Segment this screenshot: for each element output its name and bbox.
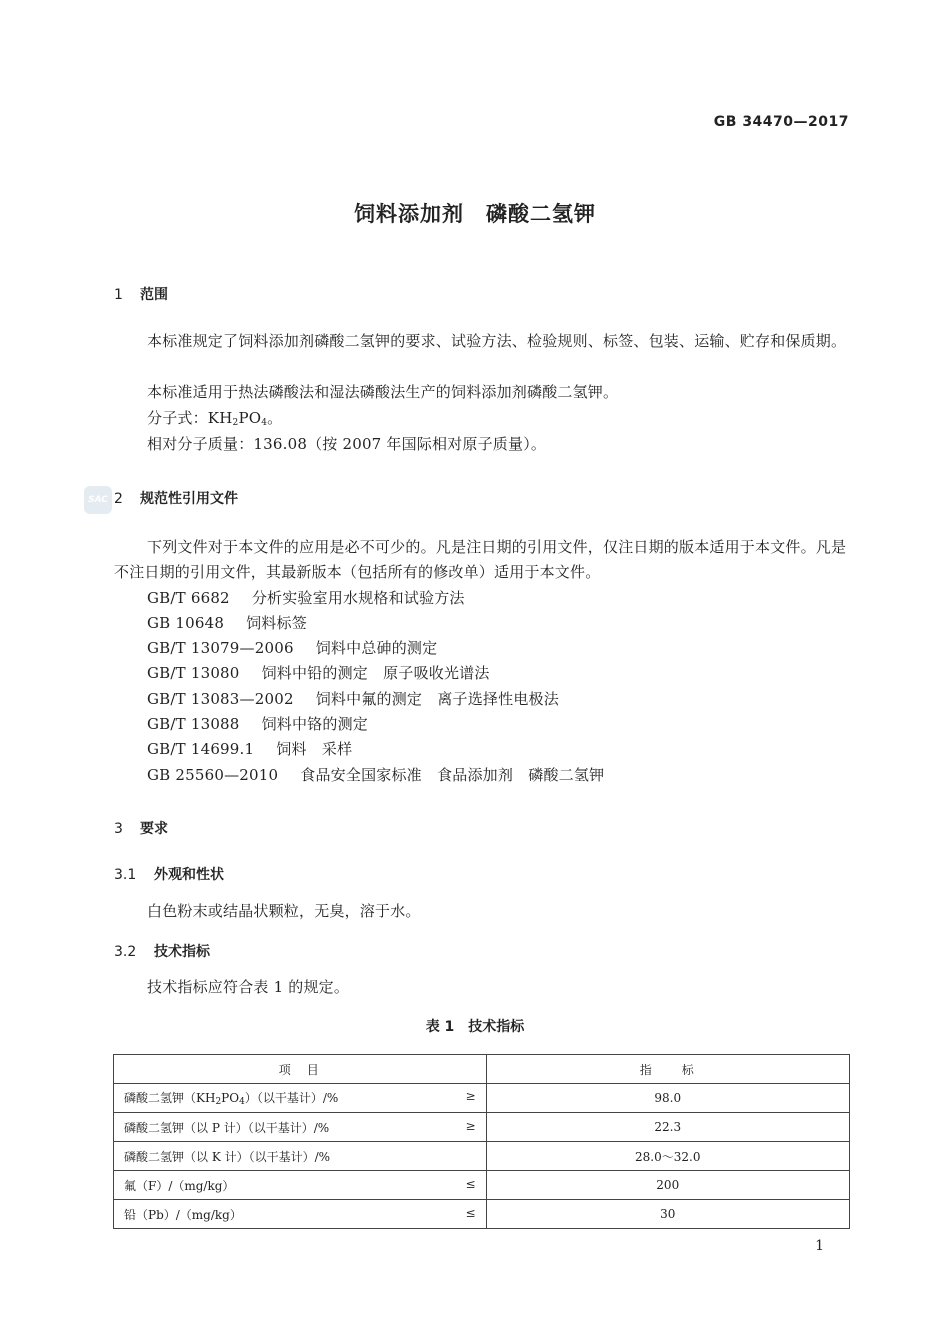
item-cell bbox=[114, 1171, 487, 1200]
reference-title: 饲料 采样 bbox=[276, 740, 353, 758]
reference-title: 饲料中氟的测定 离子选择性电极法 bbox=[315, 690, 559, 708]
sac-watermark-logo: SAC bbox=[84, 486, 112, 514]
item-subscript: 2 bbox=[215, 1097, 222, 1107]
section-1-heading bbox=[114, 284, 168, 304]
item-cell bbox=[114, 1200, 487, 1229]
reference-item bbox=[147, 687, 559, 712]
section-number: 2 bbox=[114, 491, 123, 507]
item-label: 磷酸二氢钾（以 P 计）（以干基计）/% bbox=[124, 1120, 330, 1135]
item-label: 铅（Pb）/（mg/kg） bbox=[124, 1207, 242, 1222]
reference-item bbox=[147, 763, 604, 788]
value-cell: 30 bbox=[486, 1200, 849, 1229]
item-label: 磷酸二氢钾（以 K 计）（以干基计）/% bbox=[124, 1149, 331, 1164]
standard-code: GB 34470—2017 bbox=[713, 114, 849, 130]
formula-prefix: 分子式：KH bbox=[147, 409, 233, 427]
column-header-item: 项 目 bbox=[114, 1055, 487, 1084]
section-title: 范围 bbox=[140, 287, 168, 303]
section-number: 3 bbox=[114, 821, 123, 837]
reference-item bbox=[147, 636, 437, 661]
references-intro: 下列文件对于本文件的应用是必不可少的。凡是注日期的引用文件，仅注日期的版本适用于本文件。凡是不注日期的引用文件，其最新版本（包括所有的修改单）适用于本文件。 bbox=[114, 538, 847, 581]
item-label: 磷酸二氢钾（KH bbox=[124, 1091, 216, 1105]
reference-item bbox=[147, 712, 368, 737]
subsection-3-2-heading bbox=[114, 941, 210, 961]
comparison-operator: ≥ bbox=[465, 1118, 476, 1133]
item-label: 氟（F）/（mg/kg） bbox=[124, 1178, 235, 1193]
value-cell: 200 bbox=[486, 1171, 849, 1200]
document-title: 饲料添加剂 磷酸二氢钾 bbox=[354, 202, 596, 226]
section-title: 要求 bbox=[140, 821, 168, 837]
reference-code: GB/T 13079—2006 bbox=[147, 639, 294, 657]
reference-code: GB/T 13083—2002 bbox=[147, 690, 294, 708]
item-cell bbox=[114, 1113, 487, 1142]
reference-title: 分析实验室用水规格和试验方法 bbox=[251, 589, 465, 607]
subsection-title: 外观和性状 bbox=[154, 867, 224, 883]
reference-code: GB/T 13088 bbox=[147, 715, 240, 733]
subsection-number: 3.1 bbox=[114, 867, 137, 883]
reference-code: GB 25560—2010 bbox=[147, 766, 279, 784]
subsection-number: 3.2 bbox=[114, 944, 137, 960]
reference-item bbox=[147, 586, 465, 611]
formula-subscript: 2 bbox=[232, 418, 239, 428]
section-title: 规范性引用文件 bbox=[140, 491, 238, 507]
subsection-title: 技术指标 bbox=[154, 944, 210, 960]
table-row bbox=[114, 1171, 850, 1200]
formula-suffix: 。 bbox=[267, 409, 283, 427]
value-cell: 28.0～32.0 bbox=[486, 1142, 849, 1171]
technical-indicators-table bbox=[113, 1054, 850, 1229]
section-number: 1 bbox=[114, 287, 123, 303]
subsection-3-1-heading bbox=[114, 864, 224, 884]
reference-code: GB/T 13080 bbox=[147, 664, 240, 682]
table-row bbox=[114, 1113, 850, 1142]
reference-item bbox=[147, 611, 307, 636]
comparison-operator: ≥ bbox=[465, 1089, 476, 1103]
item-cell bbox=[114, 1142, 487, 1171]
reference-title: 饲料标签 bbox=[246, 614, 307, 632]
section-2-heading bbox=[114, 488, 238, 508]
reference-title: 食品安全国家标准 食品添加剂 磷酸二氢钾 bbox=[300, 766, 605, 784]
column-header-value: 指 标 bbox=[486, 1055, 849, 1084]
technical-indicators-text: 技术指标应符合表 1 的规定。 bbox=[147, 978, 350, 996]
reference-title: 饲料中总砷的测定 bbox=[315, 639, 438, 657]
value-cell: 98.0 bbox=[486, 1084, 849, 1113]
table-row bbox=[114, 1084, 850, 1113]
table-caption: 表 1 技术指标 bbox=[425, 1019, 525, 1035]
comparison-operator: ≤ bbox=[465, 1176, 476, 1191]
formula-mid: PO bbox=[238, 409, 262, 427]
table-row bbox=[114, 1142, 850, 1171]
scope-paragraph-2: 本标准适用于热法磷酸法和湿法磷酸法生产的饲料添加剂磷酸二氢钾。 bbox=[147, 383, 619, 401]
reference-item bbox=[147, 661, 490, 686]
item-label: ）（以干基计）/% bbox=[244, 1091, 339, 1105]
section-3-heading bbox=[114, 818, 168, 838]
item-label: PO bbox=[221, 1091, 240, 1105]
item-cell bbox=[114, 1084, 487, 1113]
appearance-text: 白色粉末或结晶状颗粒，无臭，溶于水。 bbox=[147, 902, 421, 920]
page-number: 1 bbox=[815, 1238, 824, 1254]
reference-code: GB 10648 bbox=[147, 614, 225, 632]
reference-code: GB/T 6682 bbox=[147, 589, 230, 607]
item-subscript: 4 bbox=[239, 1097, 245, 1107]
reference-title: 饲料中铬的测定 bbox=[261, 715, 368, 733]
value-cell: 22.3 bbox=[486, 1113, 849, 1142]
reference-item bbox=[147, 737, 352, 762]
comparison-operator: ≤ bbox=[465, 1205, 476, 1220]
molecular-mass: 相对分子质量：136.08（按 2007 年国际相对原子质量）。 bbox=[147, 435, 547, 453]
table-header-row bbox=[114, 1055, 850, 1084]
formula-subscript: 4 bbox=[261, 418, 268, 428]
reference-title: 饲料中铅的测定 原子吸收光谱法 bbox=[261, 664, 490, 682]
table-row bbox=[114, 1200, 850, 1229]
scope-paragraph-1: 本标准规定了饲料添加剂磷酸二氢钾的要求、试验方法、检验规则、标签、包装、运输、贮存和保质期。 bbox=[147, 332, 847, 350]
reference-code: GB/T 14699.1 bbox=[147, 740, 255, 758]
